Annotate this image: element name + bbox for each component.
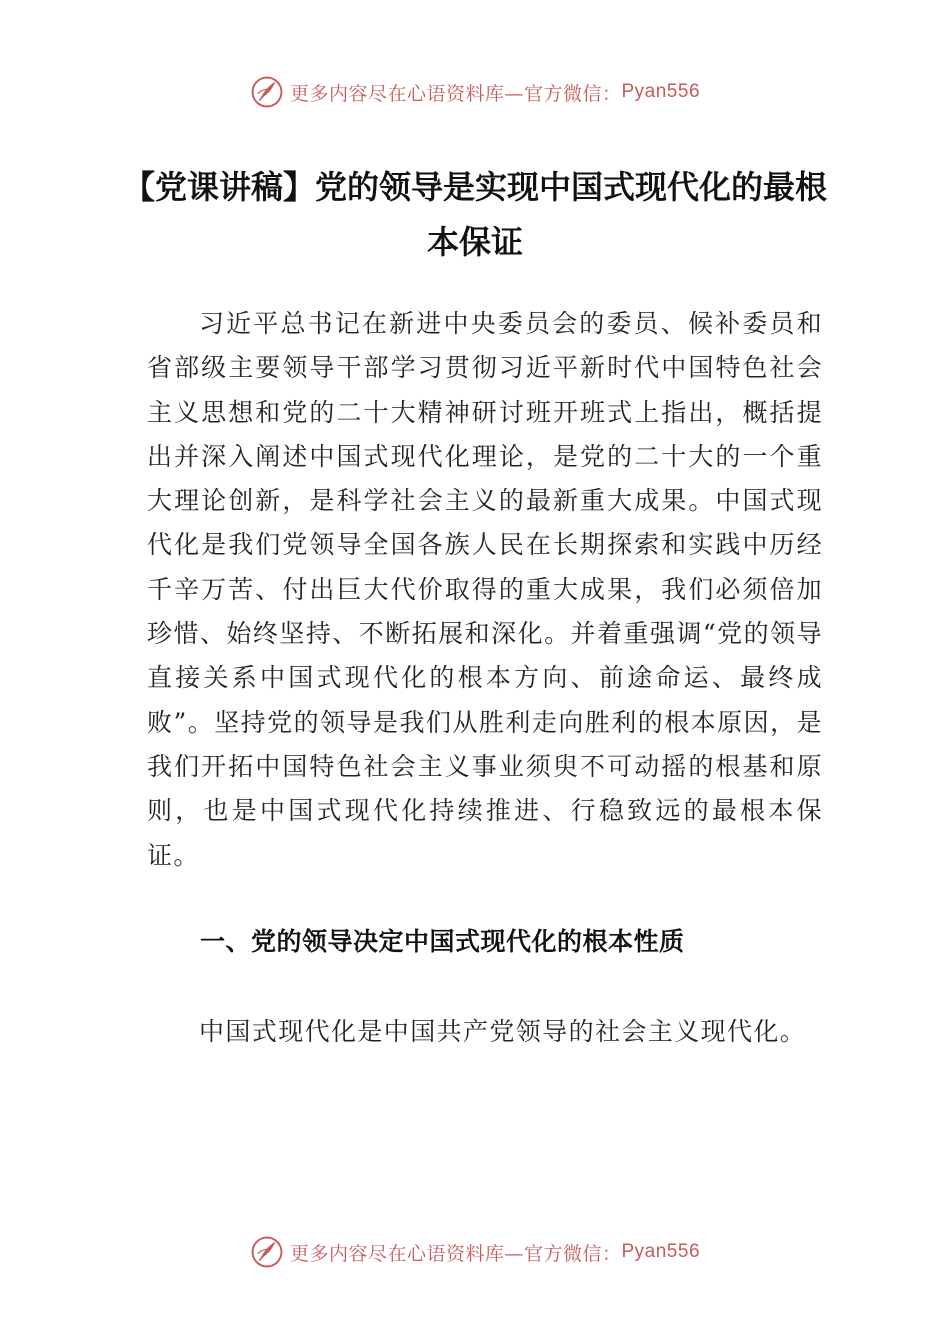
banner-text: 更多内容尽在心语资料库—官方微信： bbox=[289, 82, 622, 105]
document-title: 【党课讲稿】党的领导是实现中国式现代化的最根本保证 bbox=[122, 168, 827, 261]
body-paragraph: 习近平总书记在新进中央委员会的委员、候补委员和省部级主要领导干部学习贯彻习近平新时代中国特色社会主义思想和党的二十大精神研讨班开班式上指出，概括提出并深入阐述中国式现代化理论，是党的二十大的一个重大理论创新，是科学社会主义的最新重大成果。中国式现代化是我们党领导全国各族人民在长期探索和实践中历经千辛万苦、付出巨大代价取得的重大成果，我们必须倍加珍惜、始终坚持、不断拓展和深化。并着重强调“党的领导直接关系中国式现代化的根本方向、前途命运、最终成败”。坚持党的领导是我们从胜利走向胜利的根本原因，是我们开拓中国特色社会主义事业须臾不可动摇的根基和原则，也是中国式现代化持续推进、行稳致远的最根本保证。 bbox=[147, 309, 823, 870]
quill-pen-icon bbox=[250, 1235, 284, 1269]
header-banner bbox=[0, 70, 950, 114]
banner-wechat-id: Pyan556 bbox=[621, 1241, 701, 1262]
section-paragraph: 中国式现代化是中国共产党领导的社会主义现代化。 bbox=[199, 1017, 807, 1046]
banner-wechat-id: Pyan556 bbox=[621, 81, 701, 102]
banner-text: 更多内容尽在心语资料库—官方微信： bbox=[289, 1242, 622, 1265]
footer-banner bbox=[0, 1230, 950, 1274]
section-heading: 一、党的领导决定中国式现代化的根本性质 bbox=[200, 927, 685, 956]
quill-pen-icon bbox=[250, 75, 284, 109]
